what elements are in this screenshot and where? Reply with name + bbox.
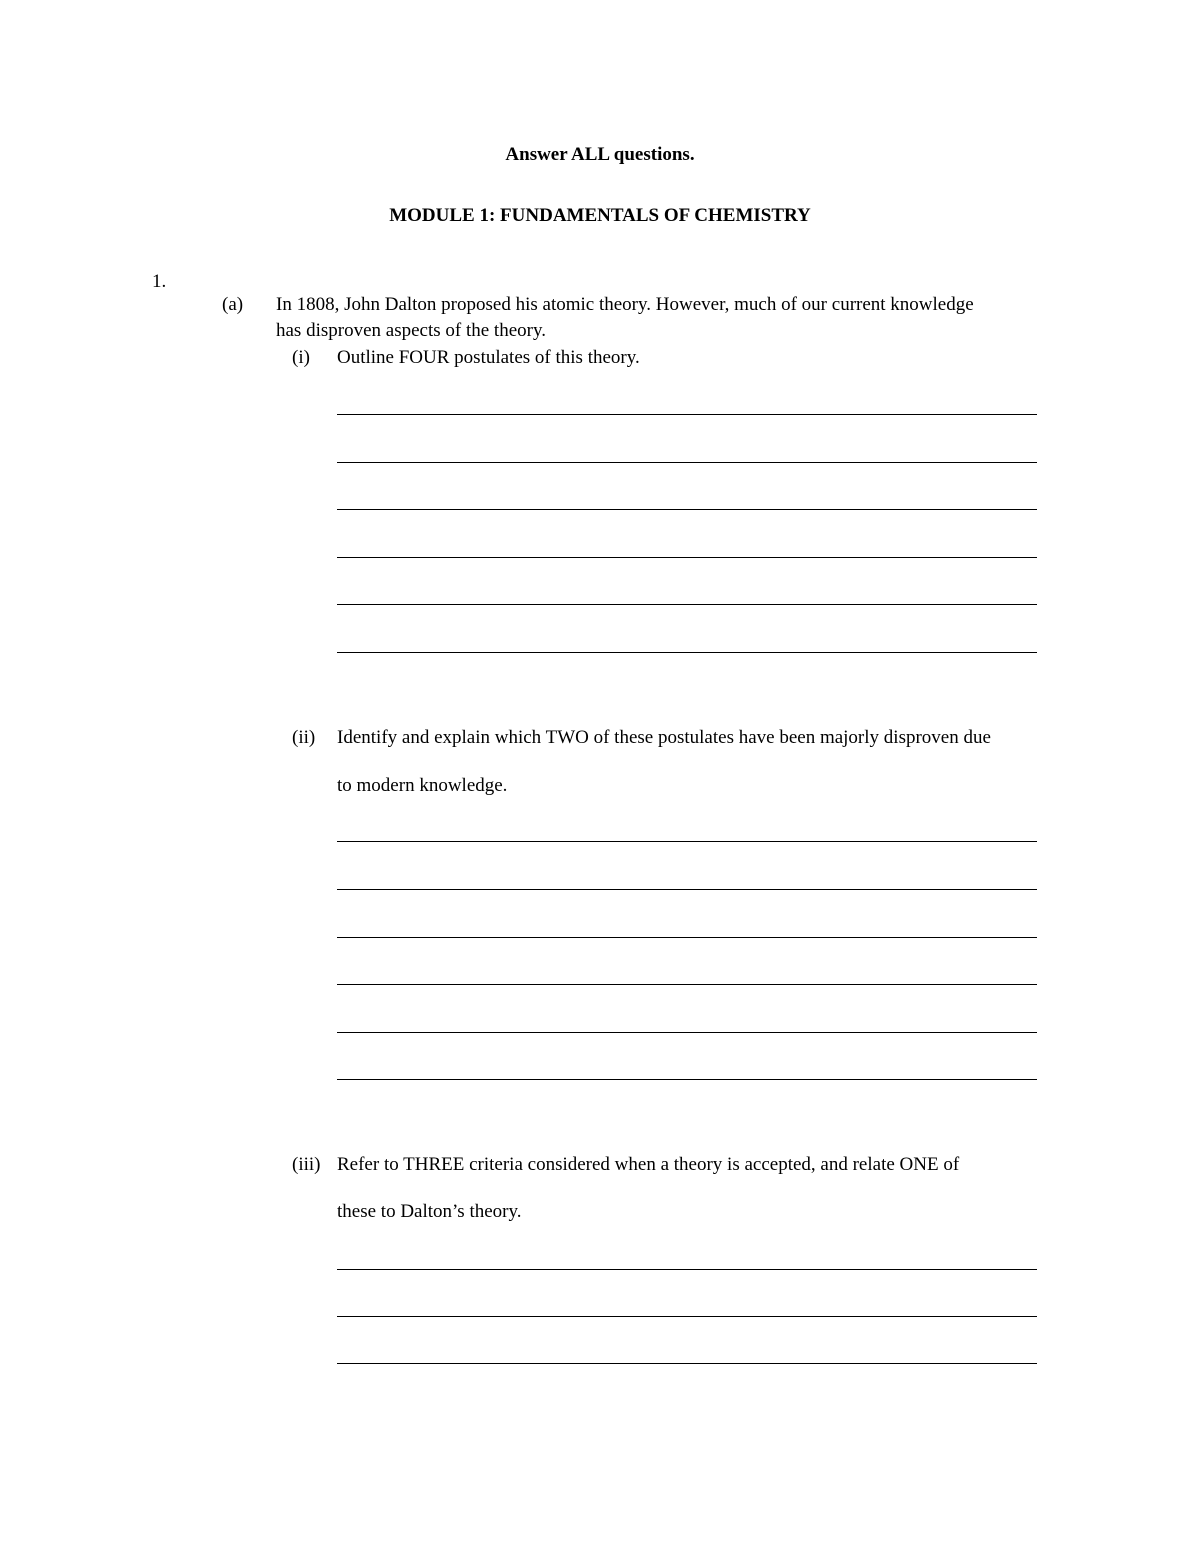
answer-line-iii-3[interactable] <box>337 1363 1037 1364</box>
answer-line-ii-2[interactable] <box>337 889 1037 890</box>
answer-line-iii-1[interactable] <box>337 1269 1037 1270</box>
answer-line-i-4[interactable] <box>337 557 1037 558</box>
instructions-heading: Answer ALL questions. <box>505 144 695 165</box>
sub-ii-label: (ii) <box>292 727 316 748</box>
answer-line-i-2[interactable] <box>337 462 1037 463</box>
sub-i-text: Outline FOUR postulates of this theory. <box>337 347 640 368</box>
part-a-stem-line2: has disproven aspects of the theory. <box>276 320 546 341</box>
sub-ii-text-line2: to modern knowledge. <box>337 775 508 796</box>
sub-iii-label: (iii) <box>292 1154 321 1175</box>
answer-line-ii-6[interactable] <box>337 1079 1037 1080</box>
answer-line-ii-5[interactable] <box>337 1032 1037 1033</box>
sub-i-label: (i) <box>292 347 310 368</box>
answer-line-i-5[interactable] <box>337 604 1037 605</box>
question-number: 1. <box>152 271 167 292</box>
answer-line-ii-3[interactable] <box>337 937 1037 938</box>
part-a-stem-line1: In 1808, John Dalton proposed his atomic theory. However, much of our current knowledge <box>276 294 974 315</box>
answer-line-i-3[interactable] <box>337 509 1037 510</box>
answer-line-i-1[interactable] <box>337 414 1037 415</box>
sub-iii-text-line2: these to Dalton’s theory. <box>337 1201 522 1222</box>
sub-iii-text-line1: Refer to THREE criteria considered when a theory is accepted, and relate ONE of <box>337 1154 960 1175</box>
answer-line-i-6[interactable] <box>337 652 1037 653</box>
sub-ii-text-line1: Identify and explain which TWO of these postulates have been majorly disproven due <box>337 727 991 748</box>
module-title: MODULE 1: FUNDAMENTALS OF CHEMISTRY <box>389 205 811 226</box>
answer-line-ii-1[interactable] <box>337 841 1037 842</box>
part-a-label: (a) <box>222 294 244 315</box>
answer-line-ii-4[interactable] <box>337 984 1037 985</box>
answer-line-iii-2[interactable] <box>337 1316 1037 1317</box>
